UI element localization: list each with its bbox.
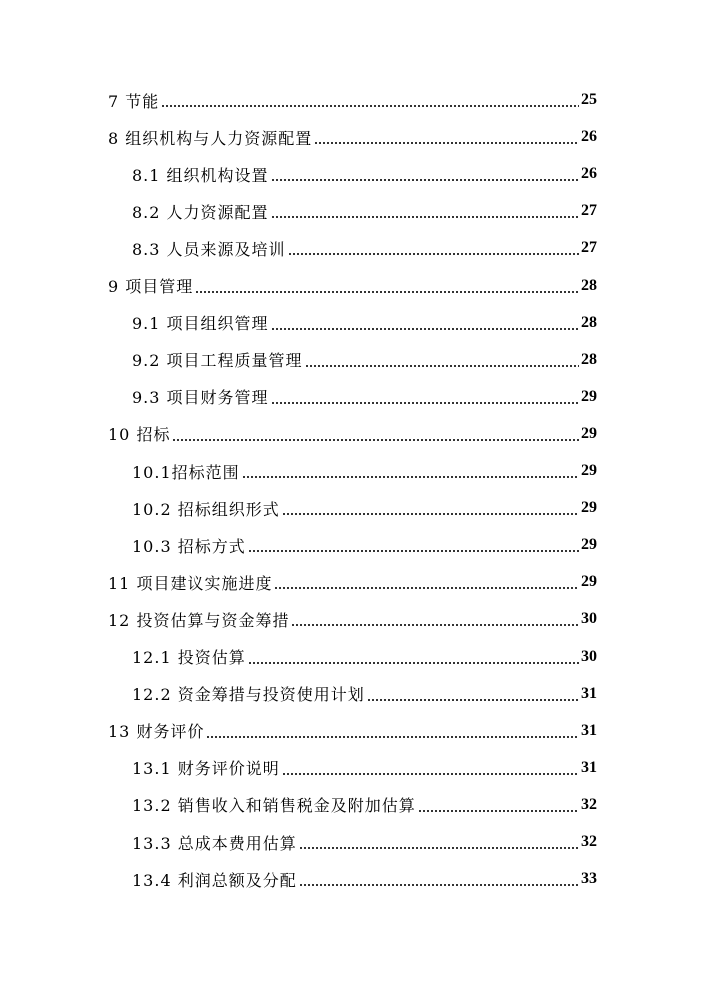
toc-dot-leader — [314, 129, 579, 145]
toc-entry-page-number: 30 — [581, 610, 597, 628]
toc-entry-page-number: 25 — [581, 91, 597, 108]
toc-entry-title: 8.3 人员来源及培训 — [132, 239, 286, 259]
toc-entry-title: 10 招标 — [108, 425, 171, 445]
toc-entry-title: 8.1 组织机构设置 — [132, 165, 269, 185]
toc-entry[interactable] — [0, 568, 703, 596]
toc-dot-leader — [288, 240, 579, 256]
toc-entry[interactable] — [0, 754, 703, 782]
toc-entry-title: 9 项目管理 — [108, 277, 194, 296]
toc-dot-leader — [206, 723, 579, 739]
toc-entry-title: 9.2 项目工程质量管理 — [132, 351, 303, 371]
toc-entry[interactable] — [0, 383, 703, 411]
toc-dot-leader — [271, 166, 579, 182]
toc-entry-title: 10.1招标范围 — [132, 462, 240, 482]
toc-entry-title: 13.4 利润总额及分配 — [132, 870, 297, 890]
toc-dot-leader — [299, 871, 579, 887]
toc-entry-title: 8 组织机构与人力资源配置 — [108, 128, 313, 148]
toc-entry[interactable] — [0, 123, 703, 151]
toc-entry[interactable] — [0, 272, 703, 300]
toc-entry-title: 13.1 财务评价说明 — [132, 759, 280, 779]
toc-entry-page-number: 32 — [581, 833, 597, 850]
toc-dot-leader — [282, 500, 579, 516]
toc-entry-page-number: 26 — [581, 128, 597, 146]
toc-entry-page-number: 31 — [581, 758, 597, 776]
toc-entry[interactable] — [0, 531, 703, 559]
toc-entry[interactable] — [0, 197, 703, 225]
toc-entry-title: 11 项目建议实施进度 — [108, 573, 273, 593]
toc-entry[interactable] — [0, 346, 703, 374]
toc-entry-page-number: 27 — [581, 202, 597, 220]
toc-entry[interactable] — [0, 865, 703, 893]
toc-dot-leader — [367, 686, 579, 702]
toc-dot-leader — [242, 463, 579, 479]
toc-entry-page-number: 27 — [581, 239, 597, 257]
toc-entry-page-number: 29 — [581, 499, 597, 517]
toc-entry[interactable] — [0, 160, 703, 188]
toc-entry-title: 8.2 人力资源配置 — [132, 202, 269, 222]
toc-entry-page-number: 26 — [581, 165, 597, 183]
toc-entry-title: 13.3 总成本费用估算 — [132, 833, 297, 853]
toc-dot-leader — [172, 426, 579, 442]
toc-dot-leader — [274, 574, 579, 590]
toc-entry-page-number: 29 — [581, 462, 597, 479]
toc-entry-page-number: 31 — [581, 721, 597, 739]
toc-entry[interactable] — [0, 234, 703, 262]
toc-entry-title: 9.3 项目财务管理 — [132, 388, 269, 408]
toc-entry[interactable] — [0, 791, 703, 819]
toc-dot-leader — [271, 203, 579, 219]
toc-dot-leader — [291, 611, 579, 627]
toc-entry[interactable] — [0, 605, 703, 633]
toc-dot-leader — [271, 389, 579, 405]
toc-entry-page-number: 30 — [581, 647, 597, 665]
toc-entry[interactable] — [0, 717, 703, 745]
toc-entry-title: 12.1 投资估算 — [132, 648, 246, 667]
toc-dot-leader — [282, 760, 579, 776]
toc-entry-page-number: 28 — [581, 313, 597, 331]
toc-dot-leader — [299, 834, 579, 850]
toc-entry-page-number: 33 — [581, 870, 597, 888]
toc-entry-page-number: 29 — [581, 536, 597, 554]
toc-entry-page-number: 32 — [581, 795, 597, 813]
toc-entry-title: 12 投资估算与资金筹措 — [108, 610, 290, 630]
toc-dot-leader — [248, 649, 579, 665]
toc-dot-leader — [271, 315, 579, 331]
toc-entry[interactable] — [0, 309, 703, 337]
toc-entry-title: 12.2 资金筹措与投资使用计划 — [132, 685, 365, 705]
toc-dot-leader — [248, 537, 579, 553]
toc-entry-title: 10.3 招标方式 — [132, 536, 246, 556]
toc-entry[interactable] — [0, 643, 703, 671]
toc-entry[interactable] — [0, 457, 703, 485]
toc-entry-title: 7 节能 — [108, 91, 160, 111]
toc-entry[interactable] — [0, 86, 703, 114]
toc-entry-title: 10.2 招标组织形式 — [132, 499, 280, 519]
toc-entry-title: 13.2 销售收入和销售税金及附加估算 — [132, 796, 416, 816]
toc-dot-leader — [161, 92, 579, 108]
toc-entry-page-number: 28 — [581, 350, 597, 368]
toc-dot-leader — [195, 278, 579, 294]
toc-entry-page-number: 31 — [581, 684, 597, 702]
toc-entry[interactable] — [0, 420, 703, 448]
toc-entry-title: 13 财务评价 — [108, 722, 205, 742]
toc-entry-page-number: 29 — [581, 424, 597, 442]
toc-dot-leader — [305, 352, 579, 368]
toc-entry[interactable] — [0, 680, 703, 708]
toc-dot-leader — [418, 797, 579, 813]
toc-entry-page-number: 29 — [581, 387, 597, 405]
toc-entry-page-number: 29 — [581, 573, 597, 591]
toc-entry-page-number: 28 — [581, 276, 597, 294]
toc-entry[interactable] — [0, 828, 703, 856]
toc-entry[interactable] — [0, 494, 703, 522]
toc-entry-title: 9.1 项目组织管理 — [132, 314, 269, 334]
